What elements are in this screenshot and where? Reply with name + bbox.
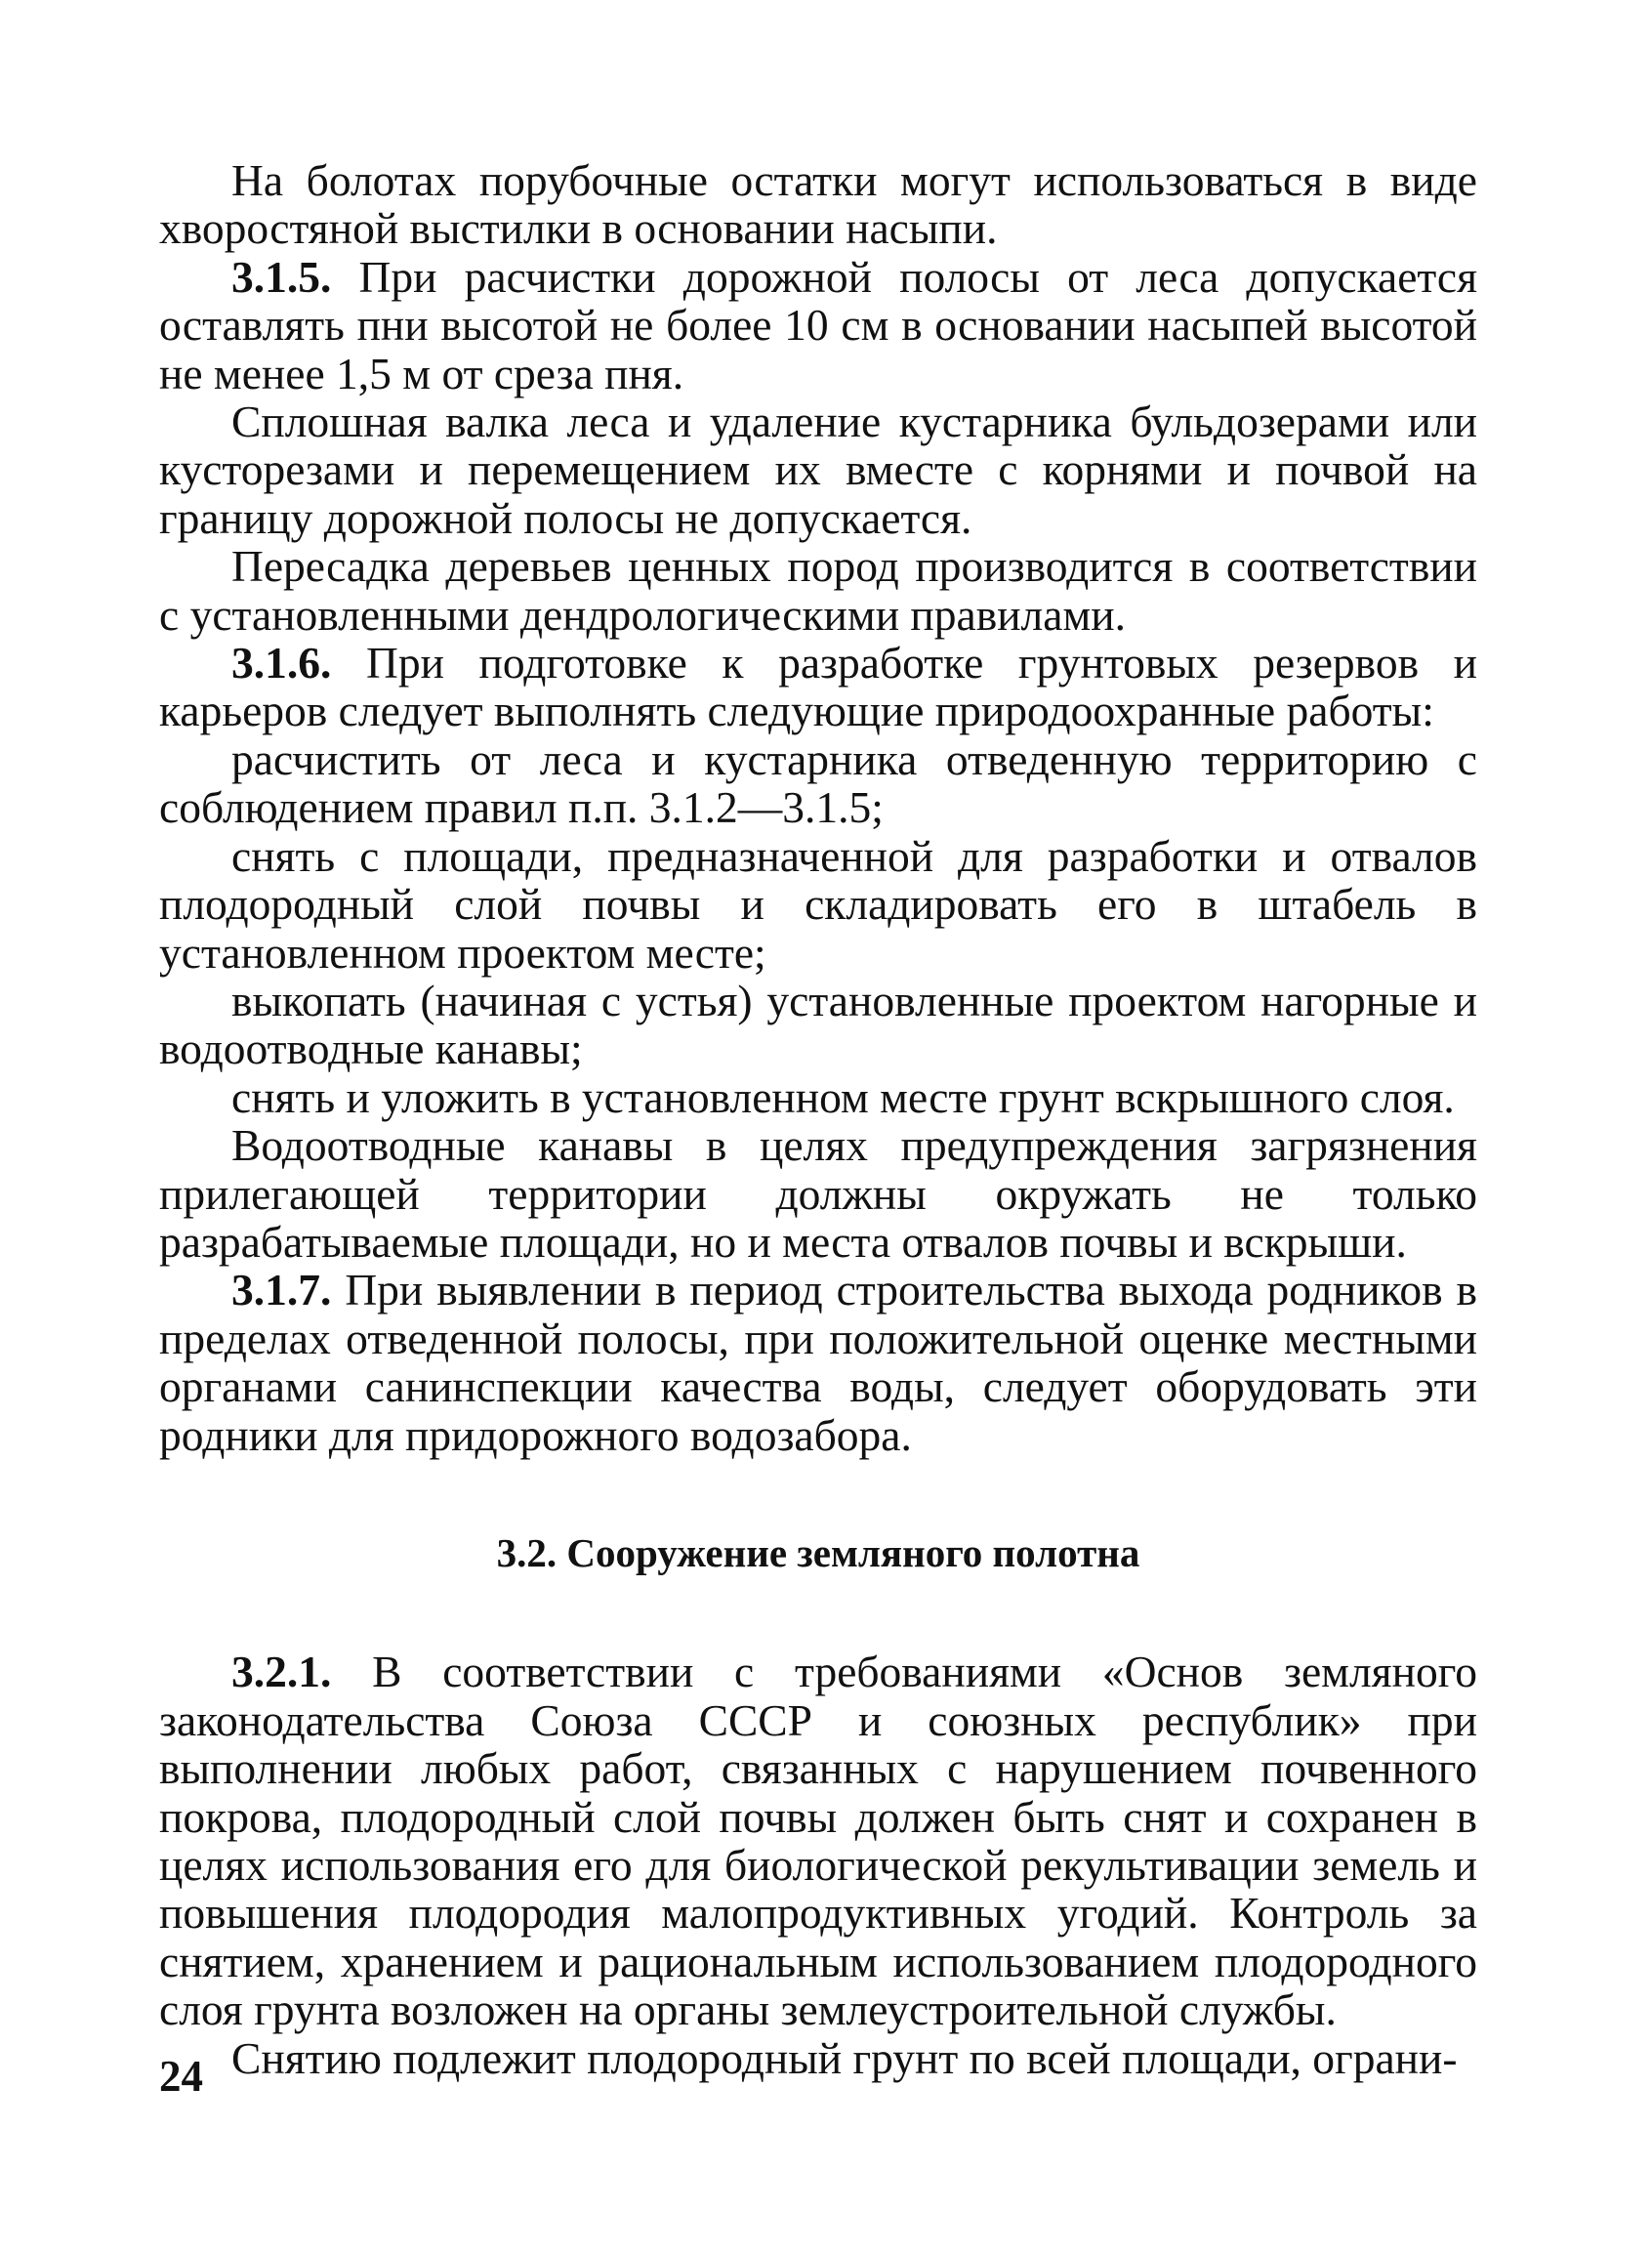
paragraph-3-2-1 — [159, 1648, 1477, 2033]
list-item: снять с площади, предназначенной для разработки и отвалов плодородный слой почвы и складировать его в штабель в установленном проектом месте; — [159, 830, 1477, 978]
clause-text: При подготовке к разработке грунтовых резервов и карьеров следует выполнять следующие природоохранные работы: — [159, 638, 1477, 736]
paragraph: Снятию подлежит плодородный грунт по всей площади, ограни- — [231, 2032, 1458, 2083]
section-heading: 3.2. Сооружение земляного полотна — [496, 1529, 1140, 1575]
paragraph: Пересадка деревьев ценных пород производится в соответствии с установленными дендрологическими правилами. — [159, 541, 1477, 640]
paragraph-3-1-5 — [159, 253, 1477, 397]
clause-number: 3.1.5. — [231, 251, 332, 302]
list-item: снять и уложить в установленном месте грунт вскрышного слоя. — [231, 1071, 1455, 1122]
clause-number: 3.2.1. — [231, 1647, 332, 1697]
clause-text: При выявлении в период строительства выхода родников в пределах отведенной полосы, при положительной оценке местными органами санинспекции качества воды, следует оборудовать эти родники для придорожного водозабора. — [159, 1265, 1477, 1460]
clause-number: 3.1.6. — [231, 638, 332, 689]
paragraph: Водоотводные канавы в целях предупреждения загрязнения прилегающей территории должны окружать не только разрабатываемые площади, но и места отвалов почвы и вскрыши. — [159, 1120, 1477, 1267]
paragraph: Сплошная валка леса и удаление кустарника бульдозерами или кусторезами и перемещением их вместе с корнями и почвой на границу дорожной полосы не допускается. — [159, 397, 1477, 543]
paragraph: На болотах порубочные остатки могут использоваться в виде хворостяной выстилки в основании насыпи. — [159, 155, 1477, 254]
paragraph-3-1-7 — [159, 1266, 1477, 1459]
clause-number: 3.1.7. — [231, 1265, 332, 1315]
body-text — [159, 156, 1477, 2082]
list-item: выкопать (начиная с устья) установленные проектом нагорные и водоотводные канавы; — [159, 975, 1477, 1074]
clause-text: В соответствии с требованиями «Основ земляного законодательства Союза СССР и союзных республик» при выполнении любых работ, связанных с нарушением почвенного покрова, плодородный слой почвы должен быть снят и сохранен в целях использования его для биологической рекультивации земель и повышения плодородия малопродуктивных угодий. Контроль за снятием, хранением и рациональным использованием плодородного слоя грунта возложен на органы землеустроительной службы. — [159, 1647, 1477, 2035]
list-item: расчистить от леса и кустарника отведенную территорию с соблюдением правил п.п. 3.1.2—3.1.5; — [159, 733, 1477, 833]
clause-text: При расчистки дорожной полосы от леса допускается оставлять пни высотой не более 10 см в основании насыпей высотой не менее 1,5 м от среза пня. — [159, 251, 1477, 398]
page-number: 24 — [159, 2052, 203, 2101]
paragraph-3-1-6 — [159, 639, 1477, 735]
